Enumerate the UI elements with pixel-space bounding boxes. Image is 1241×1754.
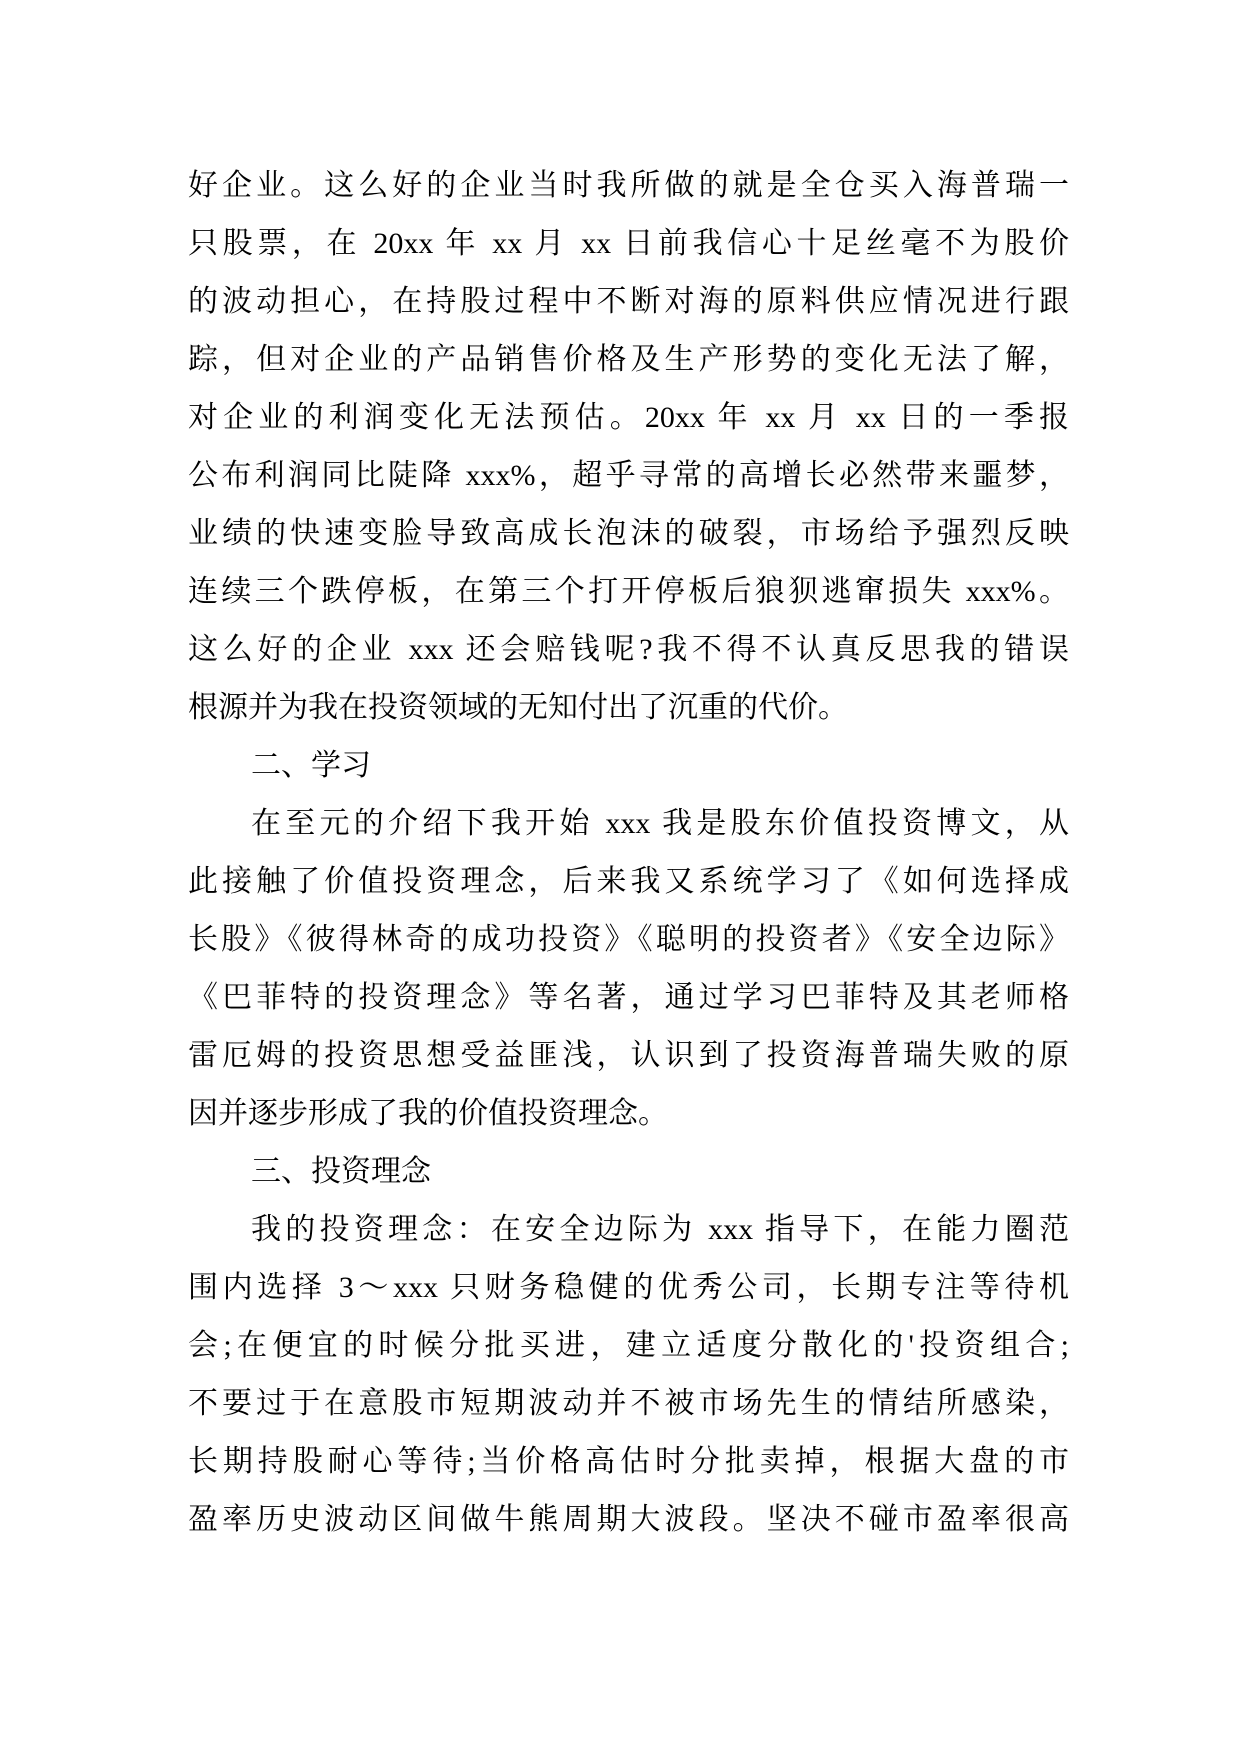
- text-line: 《巴菲特的投资理念》等名著，通过学习巴菲特及其老师格: [188, 981, 1069, 1014]
- text-line: 此接触了价值投资理念，后来我又系统学习了《如何选择成: [188, 865, 1069, 898]
- text-line: 好企业。这么好的企业当时我所做的就是全仓买入海普瑞一: [188, 169, 1069, 202]
- text-line: 踪，但对企业的产品销售价格及生产形势的变化无法了解，: [188, 343, 1069, 376]
- text-line: 会;在便宜的时候分批买进，建立适度分散化的'投资组合;: [188, 1329, 1069, 1362]
- text-line: 连续三个跌停板，在第三个打开停板后狼狈逃窜损失 xxx%。: [188, 575, 1069, 608]
- text-line: 我的投资理念：在安全边际为 xxx 指导下，在能力圈范: [251, 1213, 1069, 1246]
- text-line: 雷厄姆的投资思想受益匪浅，认识到了投资海普瑞失败的原: [188, 1039, 1069, 1072]
- text-line: 围内选择 3～xxx 只财务稳健的优秀公司，长期专注等待机: [188, 1271, 1069, 1304]
- text-line: 这么好的企业 xxx 还会赔钱呢?我不得不认真反思我的错误: [188, 633, 1069, 666]
- text-line: 公布利润同比陡降 xxx%，超乎寻常的高增长必然带来噩梦，: [188, 459, 1069, 492]
- text-line: 业绩的快速变脸导致高成长泡沫的破裂，市场给予强烈反映: [188, 517, 1069, 550]
- text-line: 的波动担心，在持股过程中不断对海的原料供应情况进行跟: [188, 285, 1069, 318]
- text-line: 二、学习: [251, 749, 371, 782]
- text-line: 对企业的利润变化无法预估。20xx 年 xx 月 xx 日的一季报: [188, 401, 1069, 434]
- text-line: 因并逐步形成了我的价值投资理念。: [188, 1097, 668, 1130]
- text-line: 三、投资理念: [251, 1155, 431, 1188]
- text-line: 根源并为我在投资领域的无知付出了沉重的代价。: [188, 691, 848, 724]
- document-body: [188, 157, 1069, 1549]
- text-line: 长股》《彼得林奇的成功投资》《聪明的投资者》《安全边际》: [188, 923, 1069, 956]
- text-line: 不要过于在意股市短期波动并不被市场先生的情结所感染，: [188, 1387, 1069, 1420]
- text-line: 长期持股耐心等待;当价格高估时分批卖掉，根据大盘的市: [188, 1445, 1069, 1478]
- text-line: 只股票，在 20xx 年 xx 月 xx 日前我信心十足丝毫不为股价: [188, 227, 1069, 260]
- text-line: 盈率历史波动区间做牛熊周期大波段。坚决不碰市盈率很高: [188, 1503, 1069, 1536]
- text-line: 在至元的介绍下我开始 xxx 我是股东价值投资博文，从: [251, 807, 1069, 840]
